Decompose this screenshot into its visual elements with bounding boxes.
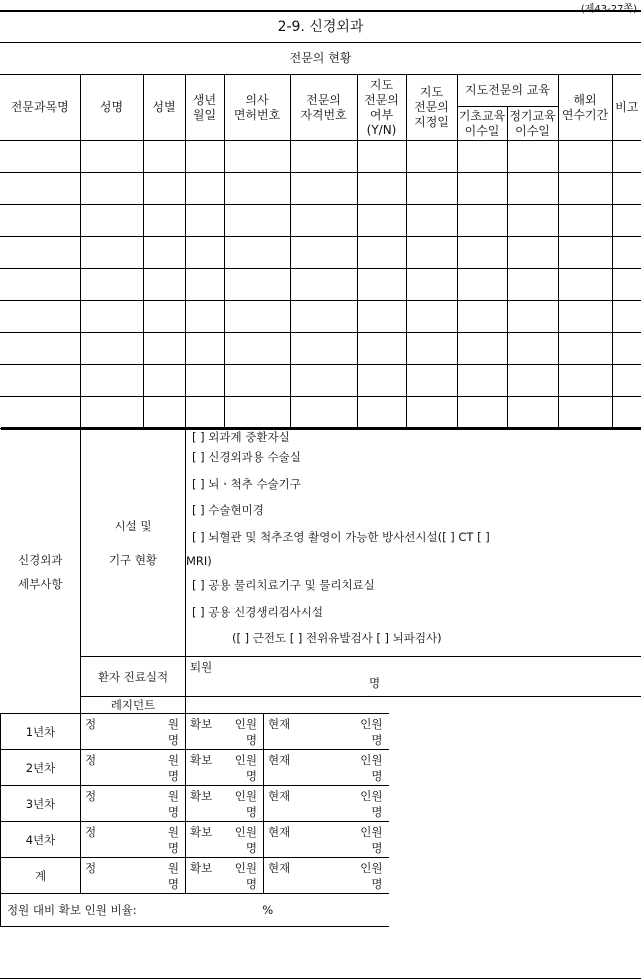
specialist-cell[interactable] [143,205,185,237]
specialist-cell[interactable] [224,173,290,205]
specialist-cell[interactable] [224,333,290,365]
page-reference: (제43-27쪽) [580,4,637,15]
current-cell[interactable] [264,786,389,822]
patient-label: 환자 진료실적 [81,657,186,697]
secured-unit-bottom: 명 [245,805,257,819]
secured-unit-top: 인원 [234,861,257,875]
specialist-cell[interactable] [0,205,80,237]
specialist-cell[interactable] [357,205,406,237]
specialist-cell[interactable] [457,301,507,333]
specialist-cell[interactable] [507,397,558,429]
resident-year-label: 3년차 [1,786,81,822]
facility-checklist [186,429,641,657]
secured-label: 확보 [190,825,213,839]
specialist-cell[interactable] [185,397,224,429]
header-birth: 생년 월일 [185,75,224,141]
quota-unit-bottom: 명 [167,877,179,891]
specialist-cell[interactable] [457,141,507,173]
specialist-cell[interactable] [507,333,558,365]
quota-label: 정 [85,825,97,839]
specialist-cell[interactable] [224,365,290,397]
specialist-cell[interactable] [80,365,143,397]
specialist-cell[interactable] [143,365,185,397]
current-unit-top: 인원 [360,717,383,731]
specialist-cell[interactable] [290,397,357,429]
specialist-cell[interactable] [457,365,507,397]
specialist-cell[interactable] [507,301,558,333]
specialist-cell[interactable] [185,365,224,397]
specialist-cell[interactable] [507,141,558,173]
discharge-unit: 명 [369,676,381,690]
specialist-cell[interactable] [558,141,612,173]
specialist-row [0,237,641,269]
secured-unit-top: 인원 [234,789,257,803]
header-sex: 성별 [143,75,185,141]
current-unit-bottom: 명 [371,733,383,747]
specialist-cell[interactable] [143,333,185,365]
current-unit-bottom: 명 [371,805,383,819]
secured-label: 확보 [190,753,213,767]
specialist-cell[interactable] [0,173,80,205]
specialist-cell[interactable] [507,205,558,237]
specialist-cell[interactable] [612,269,641,301]
current-cell[interactable] [264,750,389,786]
specialist-cell[interactable] [406,333,457,365]
specialist-cell[interactable] [185,205,224,237]
facility-item: [ ] 공용 신경생리검사시설 [192,604,324,619]
specialist-cell[interactable] [0,237,80,269]
specialist-cell[interactable] [185,333,224,365]
resident-row [1,822,641,858]
specialist-cell[interactable] [507,365,558,397]
quota-cell[interactable] [81,822,186,858]
specialist-row [0,365,641,397]
header-specialty: 전문과목명 [0,75,80,141]
specialist-cell[interactable] [406,141,457,173]
header-edu-regular: 정기교육 이수일 [507,107,558,141]
current-unit-top: 인원 [360,825,383,839]
resident-year-label: 1년차 [1,714,81,750]
specialist-cell[interactable] [143,301,185,333]
specialist-cell[interactable] [224,141,290,173]
specialist-cell[interactable] [558,237,612,269]
specialist-cell[interactable] [185,301,224,333]
secured-cell[interactable] [186,786,264,822]
specialist-cell[interactable] [0,301,80,333]
specialist-cell[interactable] [80,301,143,333]
specialist-cell[interactable] [290,237,357,269]
quota-unit-bottom: 명 [167,805,179,819]
secured-label: 확보 [190,789,213,803]
specialist-cell[interactable] [80,397,143,429]
details-group-label: 신경외과 세부사항 [1,429,81,714]
resident-year-label: 계 [1,858,81,894]
secured-unit-bottom: 명 [245,877,257,891]
specialist-row [0,141,641,173]
quota-unit-top: 원 [167,753,179,767]
specialist-cell[interactable] [224,397,290,429]
specialist-cell[interactable] [357,269,406,301]
specialist-cell[interactable] [457,237,507,269]
specialist-cell[interactable] [507,237,558,269]
facility-label: 시설 및 기구 현황 [81,429,186,657]
current-label: 현재 [268,717,291,731]
specialist-cell[interactable] [290,205,357,237]
header-edu-basic: 기초교육 이수일 [457,107,507,141]
resident-row [1,858,641,894]
ratio-row [1,894,389,927]
quota-unit-top: 원 [167,789,179,803]
specialist-cell[interactable] [612,365,641,397]
specialist-cell[interactable] [406,205,457,237]
current-unit-bottom: 명 [371,841,383,855]
header-cert: 전문의 자격번호 [290,75,357,141]
specialist-cell[interactable] [80,205,143,237]
current-unit-bottom: 명 [371,769,383,783]
specialist-cell[interactable] [143,269,185,301]
specialist-cell[interactable] [457,397,507,429]
quota-unit-top: 원 [167,861,179,875]
quota-unit-bottom: 명 [167,733,179,747]
quota-unit-bottom: 명 [167,841,179,855]
specialist-cell[interactable] [224,301,290,333]
header-designated: 지도 전문의 여부 (Y/N) [357,75,406,141]
specialist-cell[interactable] [558,333,612,365]
current-cell[interactable] [264,822,389,858]
quota-cell[interactable] [81,750,186,786]
specialist-cell[interactable] [185,141,224,173]
quota-cell[interactable] [81,858,186,894]
specialist-cell[interactable] [357,141,406,173]
specialist-cell[interactable] [0,333,80,365]
current-cell[interactable] [264,714,389,750]
specialist-cell[interactable] [357,333,406,365]
specialist-row [0,205,641,237]
specialist-cell[interactable] [0,365,80,397]
quota-label: 정 [85,753,97,767]
specialist-cell[interactable] [0,269,80,301]
specialist-cell[interactable] [357,365,406,397]
specialist-cell[interactable] [406,365,457,397]
specialist-cell[interactable] [406,269,457,301]
resident-row [1,786,641,822]
secured-unit-bottom: 명 [245,769,257,783]
specialist-cell[interactable] [357,397,406,429]
current-label: 현재 [268,789,291,803]
specialist-row [0,269,641,301]
specialist-cell[interactable] [558,269,612,301]
secured-cell[interactable] [186,714,264,750]
specialist-cell[interactable] [80,269,143,301]
header-designated-date: 지도 전문의 지정일 [406,75,457,141]
specialist-cell[interactable] [290,141,357,173]
facility-item: [ ] 신경외과용 수술실 [192,450,301,464]
resident-row [1,714,641,750]
discharge-label: 퇴원 [190,660,213,674]
specialist-cell[interactable] [406,301,457,333]
specialist-cell[interactable] [0,397,80,429]
current-label: 현재 [268,861,291,875]
specialist-cell[interactable] [143,173,185,205]
specialist-cell[interactable] [612,173,641,205]
specialist-cell[interactable] [558,173,612,205]
specialist-cell[interactable] [612,301,641,333]
specialist-cell[interactable] [143,237,185,269]
resident-rows [1,714,641,894]
quota-cell[interactable] [81,786,186,822]
header-name: 성명 [80,75,143,141]
quota-cell[interactable] [81,714,186,750]
header-edu-group: 지도전문의 교육 [457,75,558,107]
details-table [0,427,641,927]
page-title: 2-9. 신경외과 [0,11,641,43]
specialist-row [0,333,641,365]
header-license: 의사 면허번호 [224,75,290,141]
quota-unit-bottom: 명 [167,769,179,783]
specialist-cell[interactable] [185,269,224,301]
ratio-unit: % [262,903,274,917]
facility-item: [ ] 수술현미경 [192,503,264,517]
specialist-cell[interactable] [612,237,641,269]
header-overseas: 해외 연수기간 [558,75,612,141]
secured-unit-bottom: 명 [245,841,257,855]
current-unit-top: 인원 [360,753,383,767]
specialist-cell[interactable] [558,205,612,237]
current-unit-top: 인원 [360,861,383,875]
quota-label: 정 [85,789,97,803]
specialist-table [0,10,641,429]
specialist-cell[interactable] [457,205,507,237]
current-cell[interactable] [264,858,389,894]
specialist-cell[interactable] [290,333,357,365]
specialist-cell[interactable] [507,269,558,301]
section-title: 전문의 현황 [0,43,641,75]
specialist-cell[interactable] [290,365,357,397]
resident-year-label: 2년차 [1,750,81,786]
specialist-cell[interactable] [80,141,143,173]
specialist-cell[interactable] [185,237,224,269]
resident-year-label: 4년차 [1,822,81,858]
facility-item: [ ] 외과계 중환자실 [192,430,290,444]
secured-cell[interactable] [186,822,264,858]
current-label: 현재 [268,825,291,839]
secured-unit-bottom: 명 [245,733,257,747]
ratio-label: 정원 대비 확보 인원 비율: [7,903,137,917]
facility-item: [ ] 뇌ㆍ척추 수술기구 [192,476,301,491]
specialist-cell[interactable] [357,237,406,269]
specialist-cell[interactable] [224,237,290,269]
specialist-cell[interactable] [558,301,612,333]
specialist-cell[interactable] [406,173,457,205]
secured-unit-top: 인원 [234,825,257,839]
specialist-cell[interactable] [507,173,558,205]
resident-row [1,750,641,786]
quota-label: 정 [85,861,97,875]
specialist-cell[interactable] [457,173,507,205]
specialist-cell[interactable] [0,141,80,173]
specialist-cell[interactable] [406,237,457,269]
specialist-cell[interactable] [612,397,641,429]
secured-label: 확보 [190,861,213,875]
current-unit-top: 인원 [360,789,383,803]
specialist-cell[interactable] [224,269,290,301]
specialist-cell[interactable] [558,365,612,397]
specialist-cell[interactable] [357,301,406,333]
specialist-cell[interactable] [80,173,143,205]
facility-item: [ ] 공용 물리치료기구 및 물리치료실 [192,578,375,592]
specialist-cell[interactable] [290,173,357,205]
specialist-cell[interactable] [457,333,507,365]
resident-label: 레지던트 [81,697,186,714]
specialist-cell[interactable] [80,333,143,365]
specialist-cell[interactable] [143,397,185,429]
specialist-cell[interactable] [143,141,185,173]
quota-unit-top: 원 [167,717,179,731]
specialist-cell[interactable] [612,141,641,173]
specialist-row [0,173,641,205]
secured-unit-top: 인원 [234,753,257,767]
specialist-cell[interactable] [612,333,641,365]
secured-cell[interactable] [186,858,264,894]
specialist-row [0,397,641,429]
specialist-cell[interactable] [290,269,357,301]
current-label: 현재 [268,753,291,767]
specialist-cell[interactable] [290,301,357,333]
current-unit-bottom: 명 [371,877,383,891]
specialist-rows [0,141,641,429]
specialist-cell[interactable] [558,397,612,429]
patient-record [186,657,641,697]
specialist-cell[interactable] [406,397,457,429]
secured-cell[interactable] [186,750,264,786]
specialist-cell[interactable] [612,205,641,237]
specialist-cell[interactable] [357,173,406,205]
quota-label: 정 [85,717,97,731]
facility-item: [ ] 뇌혈관 및 척추조영 촬영이 가능한 방사선시설([ ] CT [ ] [192,529,490,544]
specialist-cell[interactable] [185,173,224,205]
facility-item: MRI) [186,554,212,568]
header-remarks: 비고 [612,75,641,141]
secured-unit-top: 인원 [234,717,257,731]
quota-unit-top: 원 [167,825,179,839]
secured-label: 확보 [190,717,213,731]
specialist-cell[interactable] [457,269,507,301]
facility-item: ([ ] 근전도 [ ] 전위유발검사 [ ] 뇌파검사) [232,631,442,645]
specialist-cell[interactable] [224,205,290,237]
specialist-row [0,301,641,333]
specialist-cell[interactable] [80,237,143,269]
